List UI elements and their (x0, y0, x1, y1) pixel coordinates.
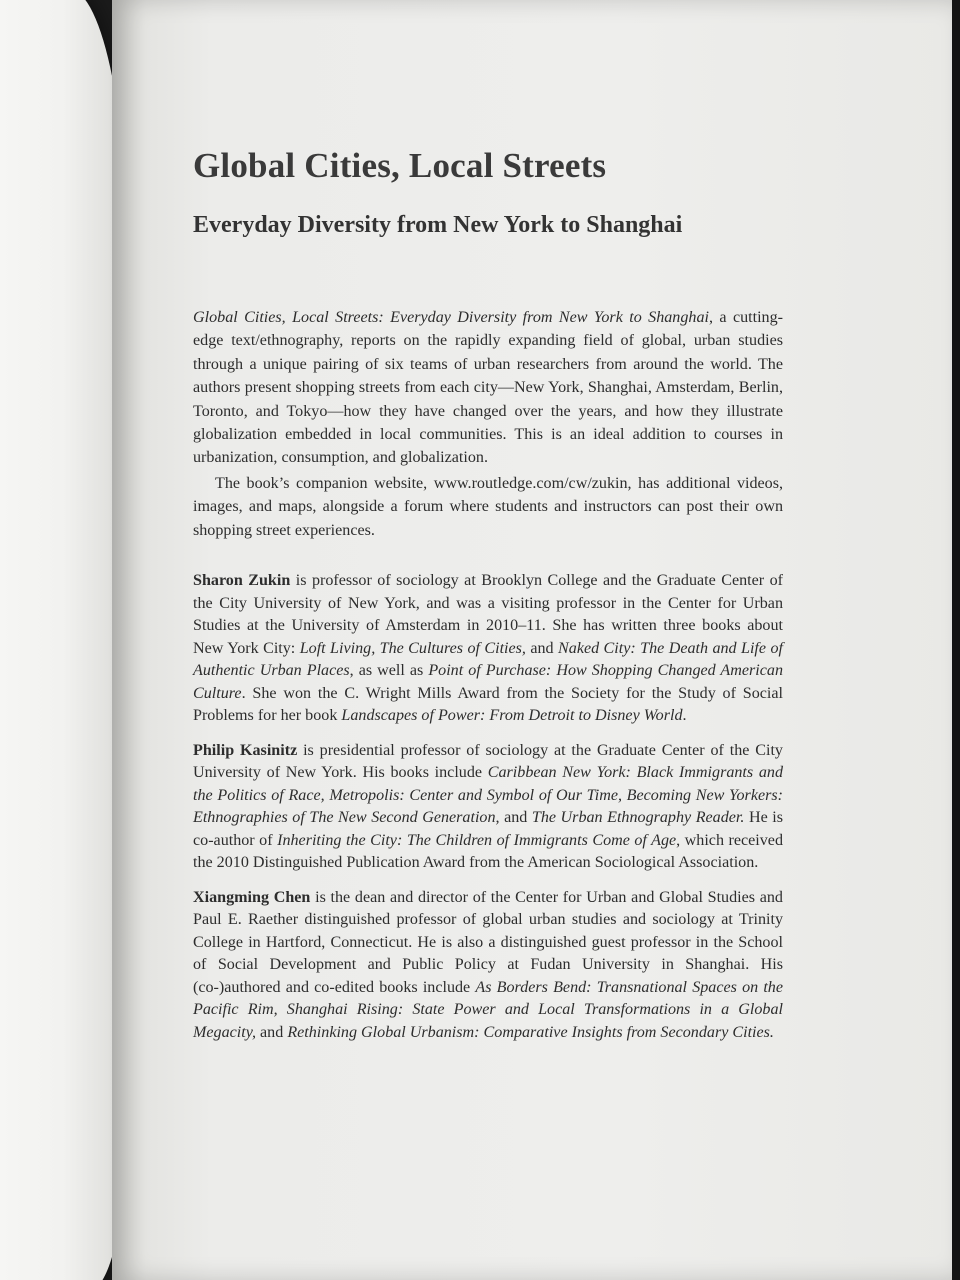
book-subtitle: Everyday Diversity from New York to Shanghai (193, 212, 683, 238)
bio-italic: The Urban Ethnography Reader. (531, 809, 745, 827)
bio-italic: Caribbean New York: Black Immigrants and the Politics of Race, Metropolis: Center and Symbol of Our Time, Becoming New Yorkers: Ethnographies of The New Second Generation, (193, 764, 784, 827)
bio-italic: Naked City: The Death and Life of Authentic Urban Places (193, 639, 783, 680)
bio-text: . She won the C. Wright Mills Award from the Society for the Study of Social Problems for her book (193, 684, 783, 725)
bio-italic: Inheriting the City: The Children of Immigrants Come of Age (277, 831, 677, 849)
bio-text: , as well as (349, 662, 429, 680)
bio-text: , which received the 2010 Distinguished Publication Award from the American Sociological Association. (193, 831, 784, 872)
page-content (193, 140, 783, 1056)
book-title: Global Cities, Local Streets (193, 146, 607, 185)
bio-text: and (499, 809, 532, 827)
description-title-italic: Global Cities, Local Streets: Everyday Diversity from New York to Shanghai (193, 309, 709, 326)
description-paragraph-2: The book’s companion website, www.routledge.com/cw/zukin, has additional videos, images, and maps, alongside a forum where students and instructors can post their own shopping street experiences. (193, 474, 783, 539)
bio-kasinitz (193, 740, 783, 875)
author-bios (193, 570, 783, 1044)
bio-italic: As Borders Bend: Transnational Spaces on the Pacific Rim, Shanghai Rising: State Power and Local Transformations in a Global Megacity, (193, 978, 783, 1041)
bio-italic: Loft Living, The Cultures of Cities, (299, 639, 526, 657)
left-page-edge (0, 0, 130, 1280)
bio-italic: Landscapes of Power: From Detroit to Disney World (341, 707, 683, 725)
description-paragraph-1 (193, 306, 783, 470)
bio-italic: Point of Purchase: How Shopping Changed American Culture (193, 662, 783, 702)
author-name: Philip Kasinitz (193, 741, 298, 759)
bio-text: . (682, 707, 687, 725)
bio-text: He is co-author of (193, 809, 783, 849)
bio-text: is presidential professor of sociology at the Graduate Center of the City University of New York. His books include (193, 741, 783, 782)
author-name: Sharon Zukin (193, 572, 291, 590)
bio-chen (193, 887, 783, 1045)
bio-zukin (193, 570, 783, 728)
bio-text: and (256, 1023, 288, 1041)
book-description (193, 306, 783, 542)
bio-italic: Rethinking Global Urbanism: Comparative Insights from Secondary Cities. (287, 1023, 774, 1041)
author-name: Xiangming Chen (193, 888, 311, 906)
description-text-1: , a cutting-edge text/ethnography, reports on the rapidly expanding field of global, urban studies through a unique pairing of six teams of urban researchers from around the world. The authors present shopping streets from each city—New York, Shanghai, Amsterdam, Berlin, Toronto, and Tokyo—how they have changed over the years, and how they illustrate globalization embedded in local communities. This is an ideal addition to courses in urbanization, consumption, and globalization. (193, 309, 783, 467)
bio-text: is the dean and director of the Center for Urban and Global Studies and Paul E. Raether distinguished professor of global urban studies and sociology at Trinity College in Hartford, Connecticut. He is also a distinguished guest professor in the School of Social Development and Public Policy at Fudan University in Shanghai. His (co-)authored and co-edited books include (193, 888, 783, 996)
bio-text: is professor of sociology at Brooklyn College and the Graduate Center of the City University of New York, and was a visiting professor in the Center for Urban Studies at the University of Amsterdam in 2010–11. She has written three books about New York City: (193, 572, 783, 657)
bio-text: and (525, 639, 559, 657)
